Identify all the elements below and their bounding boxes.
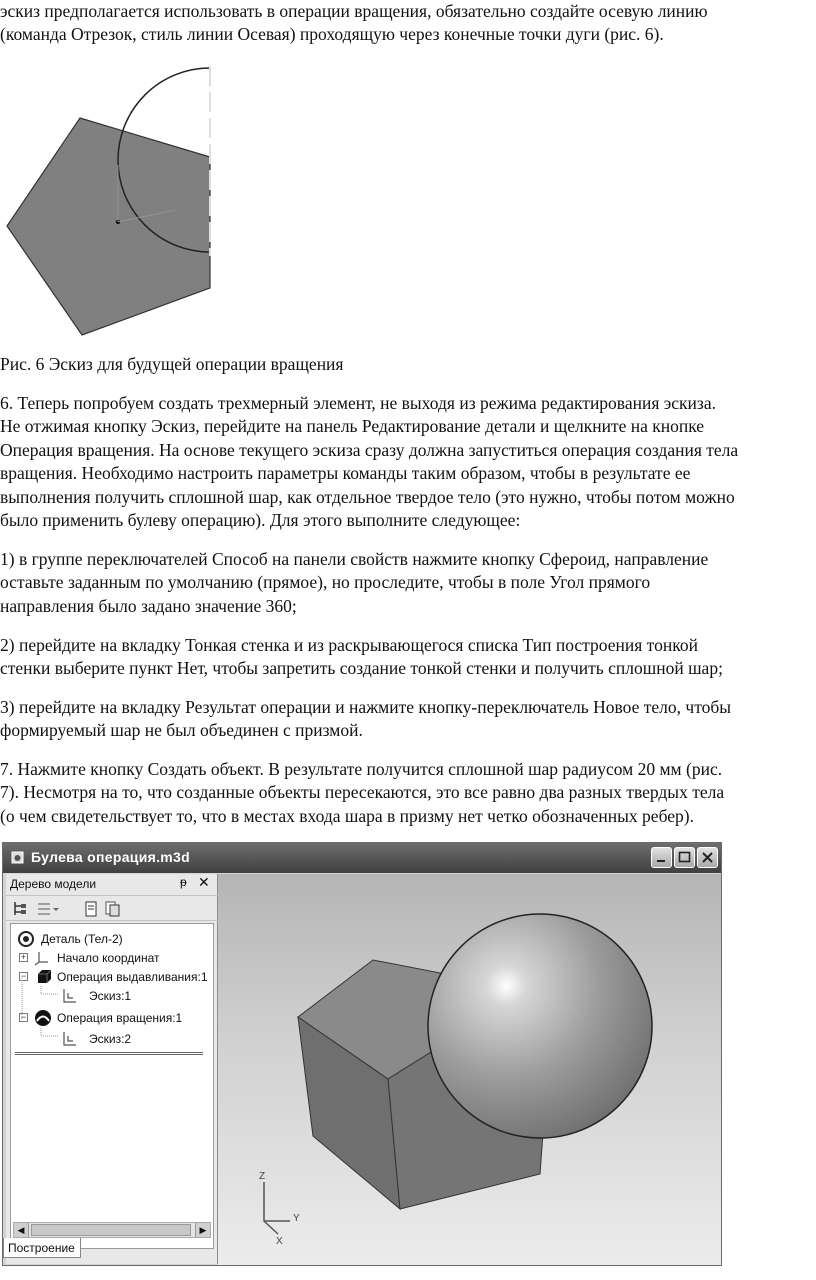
text-line: Операция вращения. На основе текущего эскиза сразу должна запуститься операция создания тела: [0, 439, 739, 460]
tree-item-sketch-2[interactable]: [61, 1030, 201, 1048]
text-line: стенки выберите пункт Нет, чтобы запретить создание тонкой стенки и получить сплошной шар;: [0, 658, 723, 679]
tree-item-sketch-1[interactable]: [61, 987, 201, 1005]
text-line: (команда Отрезок, стиль линии Осевая) проходящую через конечные точки дуги (рис. 6).: [0, 24, 664, 45]
text-line: (о чем свидетельствует то, что в местах входа шара в призму нет четко обозначенных ребер).: [0, 805, 694, 826]
text-line: выполнения получить сплошной шар, как отдельное твердое тело (это нужно, чтобы потом можно: [0, 486, 735, 507]
panel-title: Дерево модели: [10, 877, 97, 891]
sketch-figure: [0, 62, 220, 347]
text-line: 2) перейдите на вкладку Тонкая стенка и из раскрывающегося списка Тип построения тонкой: [0, 635, 698, 655]
text-line: 7. Нажмите кнопку Создать объект. В результате получится сплошной шар радиусом 20 мм (рис.: [0, 759, 723, 779]
scroll-right-button[interactable]: ▶: [195, 1223, 210, 1237]
panel-header: [6, 874, 218, 894]
model-tree: [10, 923, 214, 1249]
text-line: формируемый шар не был объединен с призмой.: [0, 720, 363, 741]
tab-build[interactable]: Построение: [3, 1238, 81, 1258]
minimize-button[interactable]: [651, 847, 672, 868]
expand-icon[interactable]: +: [20, 952, 27, 962]
panel-close-icon[interactable]: ✕: [198, 874, 210, 890]
panel-toolbar: [6, 895, 218, 921]
scroll-thumb[interactable]: [31, 1224, 191, 1236]
axis-label-z: Z: [259, 1171, 266, 1182]
tree-item-label: Эскиз:1: [89, 989, 132, 1003]
substep-2: [0, 634, 812, 681]
text-line: Не отжимая кнопку Эскиз, перейдите на панель Редактирование детали и щелкните на кнопке: [0, 416, 705, 437]
close-button[interactable]: [697, 847, 718, 868]
list-view-icon[interactable]: [36, 900, 60, 918]
maximize-button[interactable]: [674, 847, 695, 868]
paragraph-intro: [0, 0, 812, 47]
text-line: эскиз предполагается использовать в операции вращения, обязательно создайте осевую линию: [0, 1, 708, 21]
maximize-icon: [675, 848, 694, 867]
tree-guides: [11, 924, 71, 1054]
substep-1: [0, 548, 812, 618]
text-line: 3) перейдите на вкладку Результат операции и нажмите кнопку-переключатель Новое тело, чтобы: [0, 697, 732, 717]
tree-item-label: Операция выдавливания:1: [57, 970, 208, 984]
text-line: оставьте заданным по умолчанию (прямое), но проследите, чтобы в поле Угол прямого: [0, 572, 651, 593]
text-line: 6. Теперь попробуем создать трехмерный элемент, не выходя из режима редактирования эскиза.: [0, 393, 716, 413]
minimize-icon: [652, 848, 671, 867]
tree-item-label: Деталь (Тел-2): [41, 932, 123, 946]
substep-3: [0, 696, 812, 743]
text-line: направления было задано значение 360;: [0, 595, 297, 616]
app-window: [2, 842, 722, 1266]
scene-3d: [218, 874, 721, 1265]
axis-label-x: X: [276, 1236, 283, 1247]
text-line: 7). Несмотря на то, что созданные объекты пересекаются, это все равно два разных твердых тела: [0, 782, 725, 803]
3d-viewport[interactable]: [218, 874, 721, 1265]
model-tree-panel: [6, 874, 218, 1264]
paragraph-step-7: [0, 758, 812, 828]
collapse-icon[interactable]: −: [20, 1012, 27, 1022]
window-title: Булева операция.m3d: [31, 849, 190, 865]
tree-structure-icon[interactable]: [12, 900, 30, 918]
pentagon-sketch: [7, 118, 210, 335]
tree-item-label: Эскиз:2: [89, 1032, 132, 1046]
figure-caption: [0, 353, 812, 376]
text-line: вращения. Необходимо настроить параметры команды таким образом, чтобы в результате ее: [0, 463, 691, 484]
close-icon: [698, 848, 717, 867]
collapse-icon[interactable]: −: [20, 971, 27, 981]
horizontal-scrollbar[interactable]: [13, 1222, 211, 1238]
document-icon: [10, 850, 25, 865]
sphere: [428, 914, 652, 1138]
text-line: было применить булеву операцию). Для этого выполните следующее:: [0, 510, 521, 531]
pin-icon[interactable]: ᵽ: [180, 875, 187, 889]
caption-text: Рис. 6 Эскиз для будущей операции вращения: [0, 354, 344, 374]
pages-icon[interactable]: [104, 900, 122, 918]
window-titlebar[interactable]: [3, 843, 721, 873]
paragraph-step-6: [0, 392, 812, 532]
tree-item-label: Начало координат: [57, 951, 160, 965]
axes-indicator: [264, 1182, 290, 1234]
scroll-left-button[interactable]: ◀: [14, 1223, 29, 1237]
tree-item-label: Операция вращения:1: [57, 1011, 183, 1025]
page-icon[interactable]: [82, 900, 100, 918]
text-line: 1) в группе переключателей Способ на панели свойств нажмите кнопку Сфероид, направление: [0, 549, 709, 569]
axis-label-y: Y: [293, 1213, 300, 1224]
